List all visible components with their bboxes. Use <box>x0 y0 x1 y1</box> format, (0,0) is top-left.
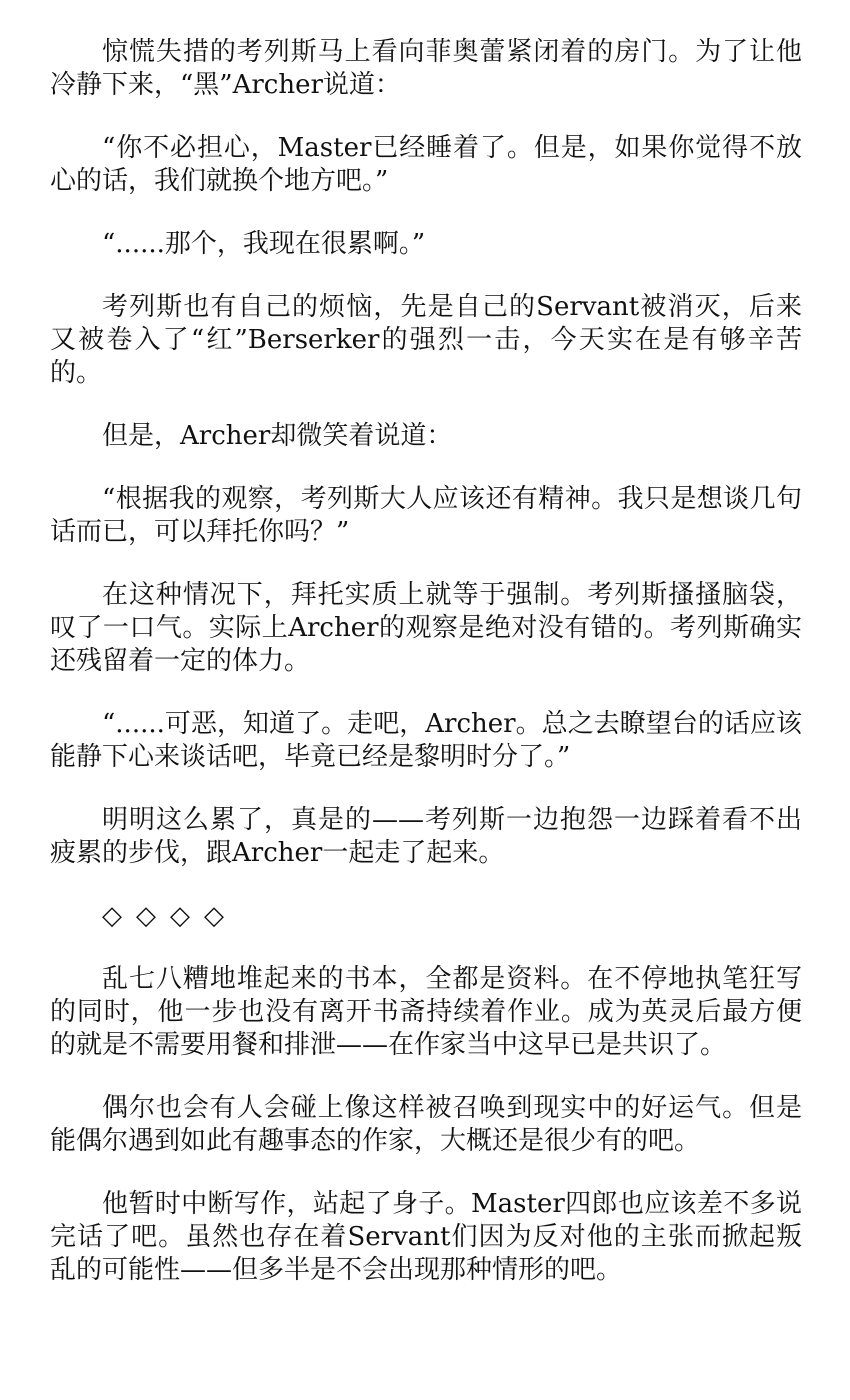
paragraph-2: “你不必担心，Master已经睡着了。但是，如果你觉得不放心的话，我们就换个地方吧。” <box>50 133 802 196</box>
page-text-column <box>50 36 802 1317</box>
paragraph-10: 乱七八糟地堆起来的书本，全都是资料。在不停地执笔狂写的同时，他一步也没有离开书斋持续着作业。成为英灵后最方便的就是不需要用餐和排泄——在作家当中这早已是共识了。 <box>50 964 802 1060</box>
paragraph-6: “根据我的观察，考列斯大人应该还有精神。我只是想谈几句话而已，可以拜托你吗？” <box>50 484 802 547</box>
paragraph-5: 但是，Archer却微笑着说道： <box>102 421 453 451</box>
paragraph-4: 考列斯也有自己的烦恼，先是自己的Servant被消灭，后来又被卷入了“红”Berserker的强烈一击，今天实在是有够辛苦的。 <box>50 292 802 388</box>
section-separator: ◇◇◇◇ <box>102 901 238 931</box>
paragraph-7: 在这种情况下，拜托实质上就等于强制。考列斯搔搔脑袋，叹了一口气。实际上Archer的观察是绝对没有错的。考列斯确实还残留着一定的体力。 <box>50 580 802 676</box>
paragraph-1: 惊慌失措的考列斯马上看向菲奥蕾紧闭着的房门。为了让他冷静下来，“黑”Archer说道： <box>50 37 802 100</box>
paragraph-12: 他暂时中断写作，站起了身子。Master四郎也应该差不多说完话了吧。虽然也存在着Servant们因为反对他的主张而掀起叛乱的可能性——但多半是不会出现那种情形的吧。 <box>50 1189 802 1285</box>
paragraph-11: 偶尔也会有人会碰上像这样被召唤到现实中的好运气。但是能偶尔遇到如此有趣事态的作家，大概还是很少有的吧。 <box>50 1093 802 1156</box>
paragraph-3: “......那个，我现在很累啊。” <box>102 229 426 259</box>
paragraph-9: 明明这么累了，真是的——考列斯一边抱怨一边踩着看不出疲累的步伐，跟Archer一起走了起来。 <box>50 805 802 868</box>
paragraph-8: “......可恶，知道了。走吧，Archer。总之去瞭望台的话应该能静下心来谈话吧，毕竟已经是黎明时分了。” <box>50 709 802 772</box>
